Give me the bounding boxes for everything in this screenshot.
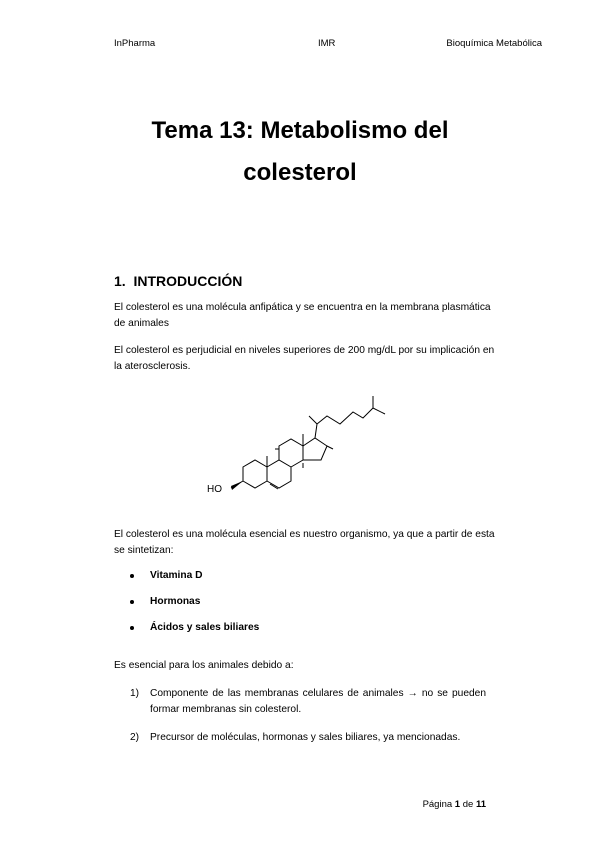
cholesterol-structure: [205, 386, 395, 506]
paragraph-2: El colesterol es perjudicial en niveles superiores de 200 mg/dL por su implicación en la aterosclerosis.: [114, 345, 495, 372]
item-number: 2): [130, 732, 140, 743]
item-text: Precursor de moléculas, hormonas y sales biliares, ya mencionadas.: [150, 732, 461, 743]
section-number: 1.: [114, 273, 126, 289]
page-footer: [423, 799, 486, 810]
item-text: Componente de las membranas celulares de animales → no se pueden formar membranas sin colesterol.: [150, 688, 486, 715]
header-center: IMR: [318, 38, 336, 49]
numbered-item: [130, 686, 486, 718]
bullet-text: Ácidos y sales biliares: [150, 622, 260, 633]
header-left: InPharma: [114, 38, 156, 49]
footer-prefix: Página: [422, 799, 453, 810]
paragraph-3: El colesterol es una molécula esencial es nuestro organismo, ya que a partir de esta se sintetizan:: [114, 529, 495, 556]
bullet-item: [130, 620, 259, 646]
footer-total-pages: 11: [475, 799, 486, 810]
bullet-item: [130, 594, 259, 620]
item-number: 1): [130, 688, 140, 699]
footer-middle: de: [462, 799, 474, 810]
bullet-item: [130, 568, 259, 594]
title-line-1: Tema 13: Metabolismo del: [151, 117, 449, 144]
bullet-list: [130, 568, 259, 646]
section-heading: [114, 273, 242, 289]
bullet-text: Hormonas: [150, 596, 201, 607]
title-line-2: colesterol: [243, 159, 357, 186]
paragraph-1: El colesterol es una molécula anfipática y se encuentra en la membrana plasmática de animales: [114, 302, 491, 329]
bullet-dot-icon: [130, 600, 134, 604]
bullet-dot-icon: [130, 574, 134, 578]
hydroxyl-label: HO: [207, 484, 222, 495]
header-right: Bioquímica Metabólica: [446, 38, 542, 49]
page-title: [60, 110, 540, 194]
section-title: INTRODUCCIÓN: [133, 273, 243, 289]
bullet-text: Vitamina D: [150, 570, 203, 581]
numbered-list: [130, 686, 486, 758]
cholesterol-skeleton: [231, 396, 385, 489]
numbered-item: [130, 730, 486, 746]
footer-current-page: 1: [454, 799, 461, 810]
bullet-dot-icon: [130, 626, 134, 630]
paragraph-4: Es esencial para los animales debido a:: [114, 660, 294, 671]
hydroxyl-wedge: [231, 481, 243, 490]
